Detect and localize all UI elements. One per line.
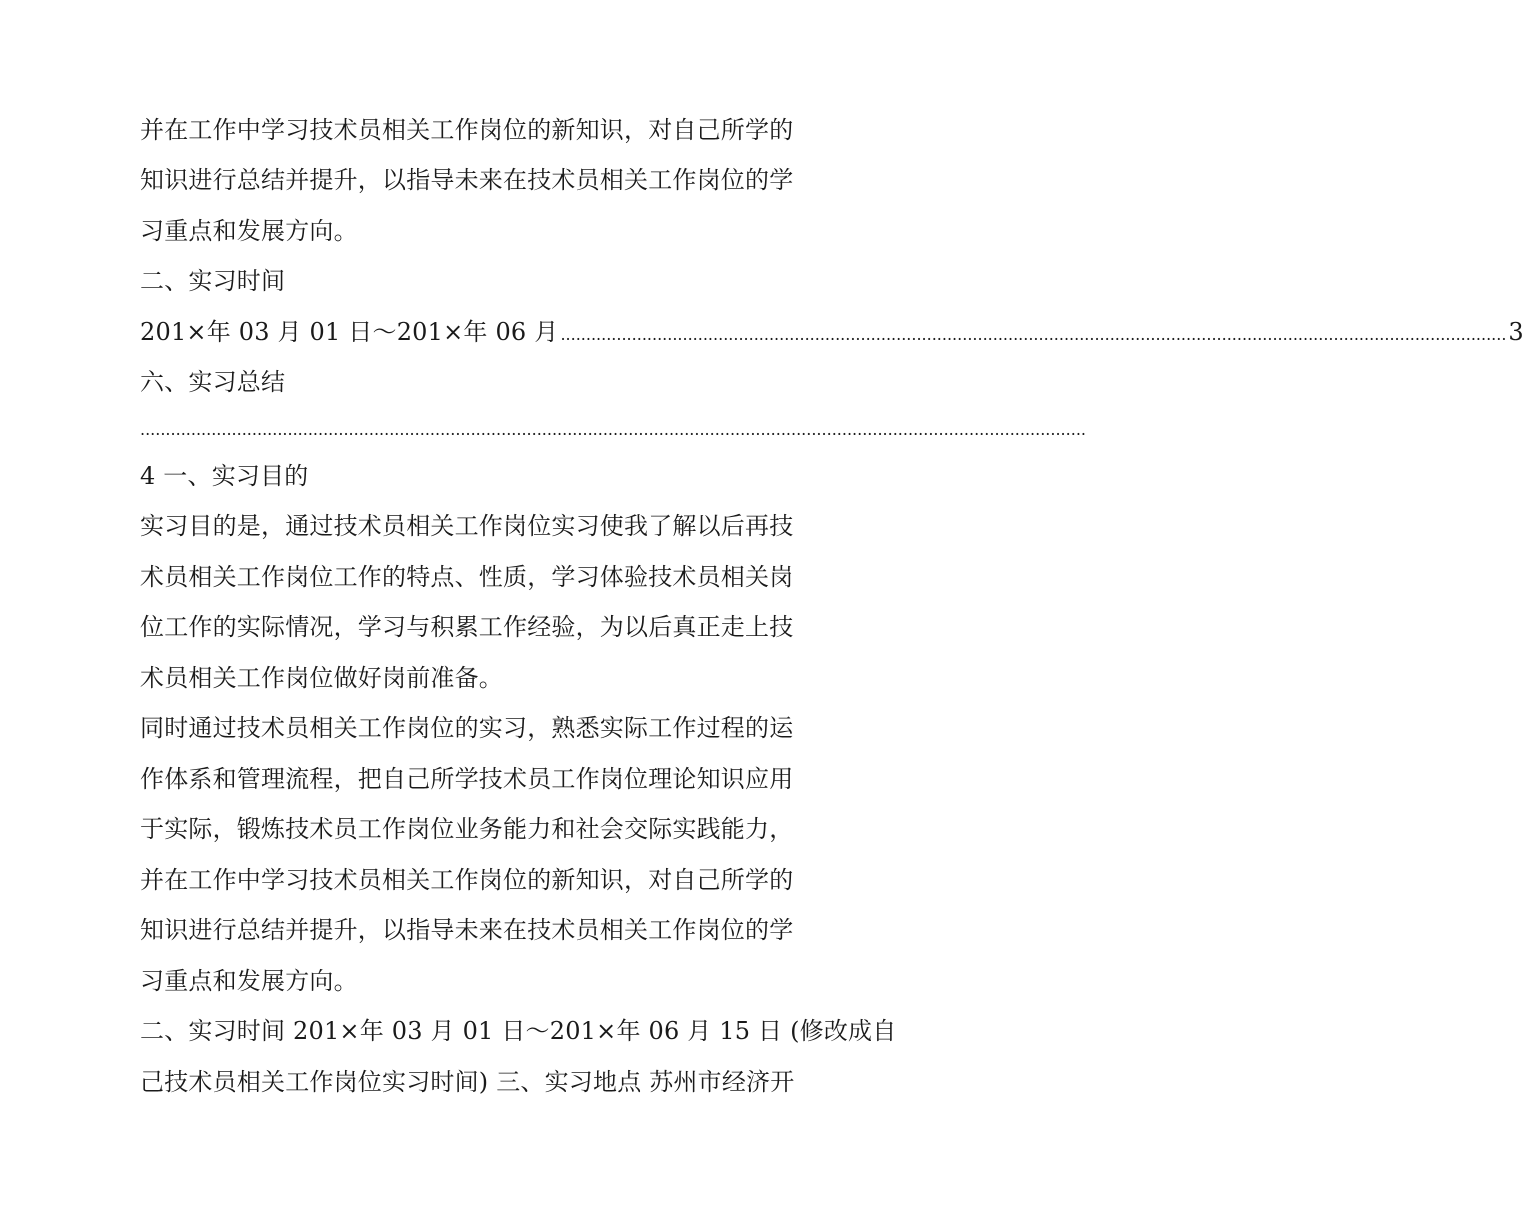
paragraph-line: 知识进行总结并提升，以指导未来在技术员相关工作岗位的学 — [140, 916, 794, 944]
paragraph-line: 己技术员相关工作岗位实习时间) 三、实习地点 苏州市经济开 — [140, 1068, 795, 1096]
toc-entry — [140, 316, 1524, 348]
toc-entry-page: 3 — [1508, 318, 1524, 346]
paragraph-line: 知识进行总结并提升，以指导未来在技术员相关工作岗位的学 — [140, 166, 794, 194]
paragraph-line: 习重点和发展方向。 — [140, 217, 358, 245]
section-heading: 二、实习时间 — [140, 267, 286, 295]
toc-leader-dots — [560, 319, 1506, 351]
paragraph-line: 于实际，锻炼技术员工作岗位业务能力和社会交际实践能力， — [140, 815, 794, 843]
paragraph-line: 二、实习时间 201×年 03 月 01 日～201×年 06 月 15 日 (修改成自 — [140, 1017, 897, 1045]
section-heading: 4 一、实习目的 — [140, 462, 309, 490]
paragraph-line: 同时通过技术员相关工作岗位的实习，熟悉实际工作过程的运 — [140, 714, 794, 742]
paragraph-line: 术员相关工作岗位做好岗前准备。 — [140, 664, 503, 692]
paragraph-line: 作体系和管理流程，把自己所学技术员工作岗位理论知识应用 — [140, 765, 794, 793]
toc-entry-text: 201×年 03 月 01 日～201×年 06 月 — [140, 318, 559, 346]
toc-leader-dots — [140, 414, 535, 446]
section-heading: 六、实习总结 — [140, 368, 286, 396]
paragraph-line: 实习目的是，通过技术员相关工作岗位实习使我了解以后再技 — [140, 512, 794, 540]
paragraph-line: 术员相关工作岗位工作的特点、性质，学习体验技术员相关岗 — [140, 563, 794, 591]
paragraph-line: 并在工作中学习技术员相关工作岗位的新知识，对自己所学的 — [140, 866, 794, 894]
paragraph-line: 并在工作中学习技术员相关工作岗位的新知识，对自己所学的 — [140, 116, 794, 144]
paragraph-line: 位工作的实际情况，学习与积累工作经验，为以后真正走上技 — [140, 613, 794, 641]
paragraph-line: 习重点和发展方向。 — [140, 967, 358, 995]
